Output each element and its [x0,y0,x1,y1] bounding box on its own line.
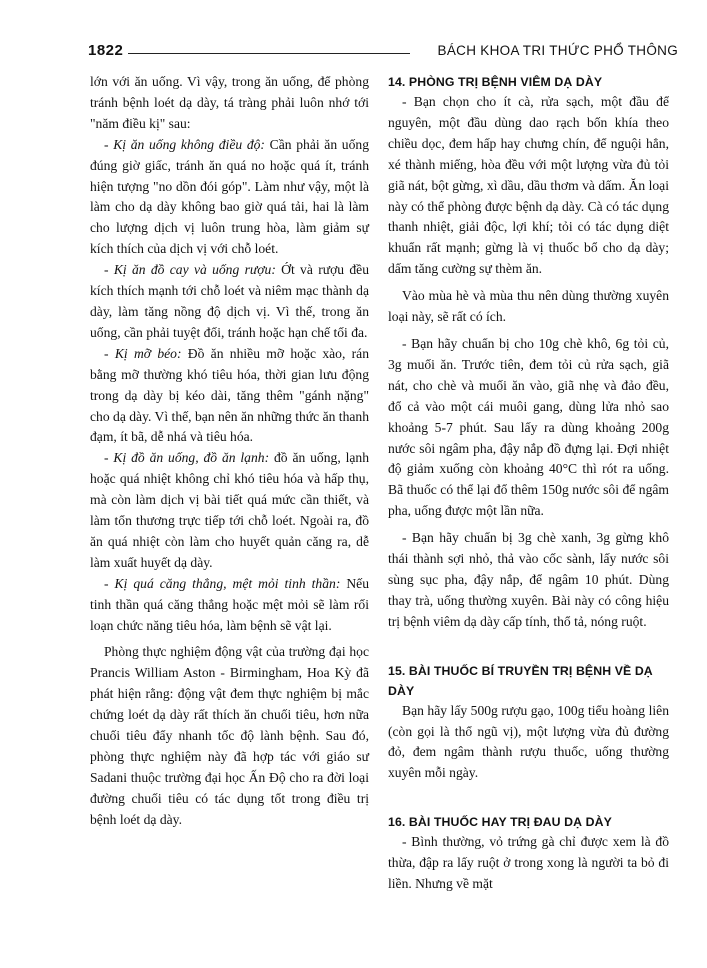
rule-text: Ớt và rượu đều kích thích mạnh tới chỗ loét và niêm mạc thành dạ dày, làm tăng nồng độ dịch vị. Vì thế, trong ăn uống, cần phải tuyệt đối, tránh hoặc hạn chế tối đa. [90,262,370,340]
paragraph [90,574,369,637]
rule-text: Nếu tinh thần quá căng thẳng hoặc mệt mỏi sẽ làm rối loạn chức năng tiêu hóa, làm bệnh sẽ vật lại. [90,575,369,633]
right-column [388,72,669,895]
left-column [90,72,369,831]
rule-lead: - Kị ăn uống không điều độ: [104,136,265,152]
rule-text: Đồ ăn nhiều mỡ hoặc xào, rán bằng mỡ thường khó tiêu hóa, thời gian lưu động trong dạ dày bị kéo dài, tăng thêm "gánh nặng" cho dạ dày. Vì thế, bạn nên ăn những thức ăn thanh đạm, ít bã, dễ nhá và tiêu hóa. [90,345,369,445]
paragraph: - Bạn hãy chuẩn bị 3g chè xanh, 3g gừng khô thái thành sợi nhỏ, thả vào cốc sành, lấy nước sôi sùng sục pha, đậy nắp, để ngâm 10 phút. Dùng thay trà, uống thường xuyên. Bài này có công hiệu trị bệnh viêm dạ dày cấp tính, thổ tả, nóng ruột. [388,530,669,629]
rule-lead: - Kị đồ ăn uống, đồ ăn lạnh: [104,450,270,466]
paragraph: lớn với ăn uống. Vì vậy, trong ăn uống, để phòng tránh bệnh loét dạ dày, tá tràng phải luôn nhớ tới "năm điều kị" sau: [90,74,369,131]
rule-lead: - Kị quá căng thẳng, mệt mỏi tinh thần: [104,575,341,591]
section-heading-16: 16. BÀI THUỐC HAY TRỊ ĐAU DẠ DÀY [388,815,612,830]
paragraph [90,260,369,344]
section-heading-15: 15. BÀI THUỐC BÍ TRUYỀN TRỊ BỆNH VỀ DẠ DÀY [388,663,653,698]
book-title: BÁCH KHOA TRI THỨC PHỔ THÔNG [437,43,678,58]
paragraph: - Bạn hãy chuẩn bị cho 10g chè khô, 6g tỏi củ, 3g muối ăn. Trước tiên, đem tỏi củ rửa sạch, giã nát, cho chè và muối ăn vào, giã nhẹ và đảo đều, đổ cả vào một cái muôi gang, dùng lửa nhỏ sao khoảng 5-7 phút. Sau lấy ra dùng khoảng 200g nước sôi ngâm pha, đậy nắp đồ đựng lại. Đợi nhiệt độ giảm xuống còn khoảng 40°C thì rót ra uống. Bã thuốc có thể lại đổ thêm 150g nước sôi để ngâm pha, uống được một lần nữa. [388,335,669,519]
paragraph [90,135,369,260]
rule-text: Cần phải ăn uống đúng giờ giấc, tránh ăn quá no hoặc quá ít, tránh hiện tượng "no dồn đói góp". Làm như vậy, một là làm cho dạ dày không bao giờ quá tải, hai là làm cho lượng dịch vị luôn trung hòa, làm giảm sự kích thích của dịch vị với chỗ loét. [90,136,369,257]
paragraph: Bạn hãy lấy 500g rượu gạo, 100g tiểu hoàng liên (còn gọi là thổ ngũ vị), một lượng vừa đủ đường đỏ, đem ngâm thành rượu thuốc, uống thường xuyên mỗi ngày. [388,702,669,781]
rule-text: đồ ăn uống, lạnh hoặc quá nhiệt không chỉ khó tiêu hóa và hấp thụ, mà còn làm dịch vị bài tiết quá mức cần thiết, và làm tổn thương trực tiếp tới chỗ loét. Ngoài ra, đồ ăn quá nhiệt còn làm cho huyết quản căng ra, dễ làm xuất huyết dạ dày. [90,450,369,570]
header-rule [128,53,410,54]
page-number: 1822 [88,42,124,59]
paragraph [90,344,369,449]
paragraph: Phòng thực nghiệm động vật của trường đại học Prancis William Aston - Birmingham, Hoa Kỳ đã phát hiện rằng: động vật đem thực nghiệm bị mắc chứng loét dạ dày rất thích ăn chuối tiêu, hơn nữa chuối tiêu đẩy nhanh tốc độ lành bệnh. Sau đó, phòng thực nghiệm này đã hợp tác với giáo sư Sadani thuộc trường đại học Ấn Độ cho ra đời loại đường chuối tiêu có tác dụng tốt trong điều trị bệnh loét dạ dày. [90,644,369,827]
running-header [88,42,678,64]
paragraph: Vào mùa hè và mùa thu nên dùng thường xuyên loại này, sẽ rất có ích. [388,288,669,325]
rule-lead: - Kị ăn đồ cay và uống rượu: [104,262,276,278]
paragraph: - Bạn chọn cho ít cà, rửa sạch, một đầu để nguyên, một đầu dùng dao rạch bốn khía theo chiều dọc, đem hấp hay chưng chín, để nguội hẳn, xé thành miếng, hòa đều với một lượng vừa đủ tỏi giã nát, bột gừng, xì dầu, dầu thơm và dấm. Ăn loại này có thể phòng được bệnh dạ dày. Cà có tác dụng thanh nhiệt, giải độc, lợi khí; tỏi có tác dụng diệt khuẩn rất mạnh; gừng là vị thuốc bổ cho dạ dày; dấm tăng cường sự thèm ăn. [388,94,669,277]
section-heading-14: 14. PHÒNG TRỊ BỆNH VIÊM DẠ DÀY [388,75,603,89]
paragraph [90,448,369,573]
paragraph: - Bình thường, vỏ trứng gà chỉ được xem là đồ thừa, đập ra lấy ruột ở trong xong là người ta bỏ đi liền. Nhưng về mặt [388,834,669,892]
rule-lead: - Kị mỡ béo: [104,345,182,361]
